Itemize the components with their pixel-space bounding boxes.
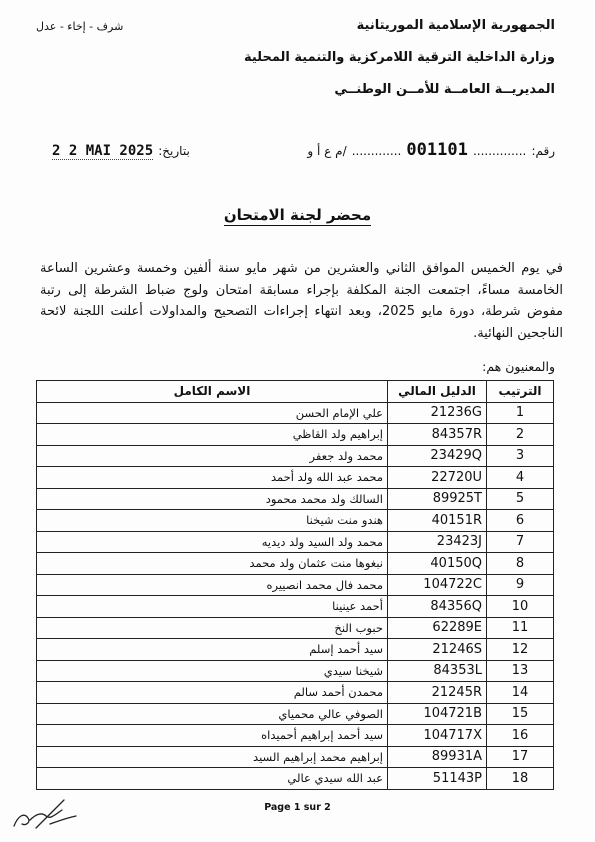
table-row bbox=[37, 531, 554, 553]
name-cell: نبغوها منت عثمان ولد محمد bbox=[37, 553, 388, 575]
table-row bbox=[37, 660, 554, 682]
name-cell: محمد عبد الله ولد أحمد bbox=[37, 467, 388, 489]
rank-cell: 1 bbox=[487, 402, 554, 424]
table-row bbox=[37, 682, 554, 704]
id-cell: 84357R bbox=[388, 424, 487, 446]
header-rank: الترتيب bbox=[487, 381, 554, 403]
id-cell: 21245R bbox=[388, 682, 487, 704]
id-cell: 21246S bbox=[388, 639, 487, 661]
name-cell: حبوب النخ bbox=[37, 617, 388, 639]
id-cell: 40150Q bbox=[388, 553, 487, 575]
reference-row bbox=[40, 140, 555, 164]
rank-cell: 3 bbox=[487, 445, 554, 467]
date-value: 2 2 MAI 2025 bbox=[52, 143, 154, 159]
number-label: رقم: bbox=[531, 144, 555, 158]
table-header-row bbox=[37, 381, 554, 403]
rank-cell: 6 bbox=[487, 510, 554, 532]
rank-cell: 16 bbox=[487, 725, 554, 747]
rank-cell: 2 bbox=[487, 424, 554, 446]
roster-table bbox=[36, 380, 554, 790]
table-row bbox=[37, 467, 554, 489]
name-cell: أحمد عينينا bbox=[37, 596, 388, 618]
id-cell: 89931A bbox=[388, 746, 487, 768]
id-cell: 22720U bbox=[388, 467, 487, 489]
table-row bbox=[37, 445, 554, 467]
name-cell: محمد ولد السيد ولد ديديه bbox=[37, 531, 388, 553]
name-cell: علي الإمام الحسن bbox=[37, 402, 388, 424]
document-title: محضر لجنة الامتحان bbox=[223, 206, 372, 224]
rank-cell: 10 bbox=[487, 596, 554, 618]
rank-cell: 7 bbox=[487, 531, 554, 553]
id-cell: 104722C bbox=[388, 574, 487, 596]
table-row bbox=[37, 402, 554, 424]
table-row bbox=[37, 596, 554, 618]
name-cell: محمدن أحمد سالم bbox=[37, 682, 388, 704]
roster-body bbox=[37, 402, 554, 789]
name-cell: الصوفي عالي محمياي bbox=[37, 703, 388, 725]
id-cell: 84353L bbox=[388, 660, 487, 682]
table-row bbox=[37, 617, 554, 639]
ministry-heading: وزارة الداخلية الترقية اللامركزية والتنمية المحلية bbox=[243, 50, 555, 65]
table-row bbox=[37, 725, 554, 747]
id-cell: 21236G bbox=[388, 402, 487, 424]
body-paragraph: في يوم الخميس الموافق الثاني والعشرين من شهر مايو سنة ألفين وخمسة وعشرين الساعة الخامسة مساءً، اجتمعت الجنة المكلفة بإجراء مسابقة امتحان ولوج ضباط الشرطة إلى رتبة مفوض شرطة، دورة مايو 2025، وبعد انتهاء إجراءات التصحيح والمداولات أعلنت اللجنة لائحة الناجحين النهائية. bbox=[40, 261, 563, 341]
name-cell: السالك ولد محمد محمود bbox=[37, 488, 388, 510]
rank-cell: 14 bbox=[487, 682, 554, 704]
id-cell: 84356Q bbox=[388, 596, 487, 618]
table-row bbox=[37, 424, 554, 446]
table-row bbox=[37, 553, 554, 575]
rank-cell: 11 bbox=[487, 617, 554, 639]
id-cell: 62289E bbox=[388, 617, 487, 639]
directorate-heading: المديريــة العامــة للأمــن الوطنــي bbox=[334, 82, 555, 97]
name-cell: شيخنا سيدي bbox=[37, 660, 388, 682]
table-row bbox=[37, 768, 554, 790]
id-cell: 23423J bbox=[388, 531, 487, 553]
table-row bbox=[37, 746, 554, 768]
name-cell: عبد الله سيدي عالي bbox=[37, 768, 388, 790]
table-row bbox=[37, 488, 554, 510]
table-row bbox=[37, 639, 554, 661]
header-id: الدليل المالي bbox=[388, 381, 487, 403]
rank-cell: 13 bbox=[487, 660, 554, 682]
concerned-label: والمعنيون هم: bbox=[482, 359, 555, 374]
header-name: الاسم الكامل bbox=[37, 381, 388, 403]
table-row bbox=[37, 703, 554, 725]
name-cell: محمد ولد جعفر bbox=[37, 445, 388, 467]
id-cell: 104721B bbox=[388, 703, 487, 725]
id-cell: 104717X bbox=[388, 725, 487, 747]
table-row bbox=[37, 574, 554, 596]
number-value: 001101 bbox=[406, 140, 468, 160]
id-cell: 51143P bbox=[388, 768, 487, 790]
date-label: بتاريخ: bbox=[158, 144, 190, 158]
rank-cell: 17 bbox=[487, 746, 554, 768]
name-cell: إبراهيم ولد القاظي bbox=[37, 424, 388, 446]
rank-cell: 5 bbox=[487, 488, 554, 510]
name-cell: هندو منت شيخنا bbox=[37, 510, 388, 532]
rank-cell: 18 bbox=[487, 768, 554, 790]
reference-number-block: رقم: .............. 001101 ............. /م ع أ و bbox=[307, 140, 555, 160]
rank-cell: 8 bbox=[487, 553, 554, 575]
number-suffix: /م ع أ و bbox=[307, 144, 347, 158]
republic-heading: الجمهورية الإسلامية الموريتانية bbox=[356, 18, 555, 33]
name-cell: سيد أحمد إبراهيم أحميداه bbox=[37, 725, 388, 747]
name-cell: إبراهيم محمد إبراهيم السيد bbox=[37, 746, 388, 768]
id-cell: 89925T bbox=[388, 488, 487, 510]
rank-cell: 9 bbox=[487, 574, 554, 596]
id-cell: 40151R bbox=[388, 510, 487, 532]
rank-cell: 15 bbox=[487, 703, 554, 725]
rank-cell: 4 bbox=[487, 467, 554, 489]
page-footer: Page 1 sur 2 bbox=[264, 802, 331, 813]
id-cell: 23429Q bbox=[388, 445, 487, 467]
reference-date-block bbox=[52, 140, 190, 159]
table-row bbox=[37, 510, 554, 532]
rank-cell: 12 bbox=[487, 639, 554, 661]
name-cell: محمد فال محمد انصييره bbox=[37, 574, 388, 596]
national-motto: شرف - إخاء - عدل bbox=[36, 20, 124, 33]
name-cell: سيد أحمد إسلم bbox=[37, 639, 388, 661]
